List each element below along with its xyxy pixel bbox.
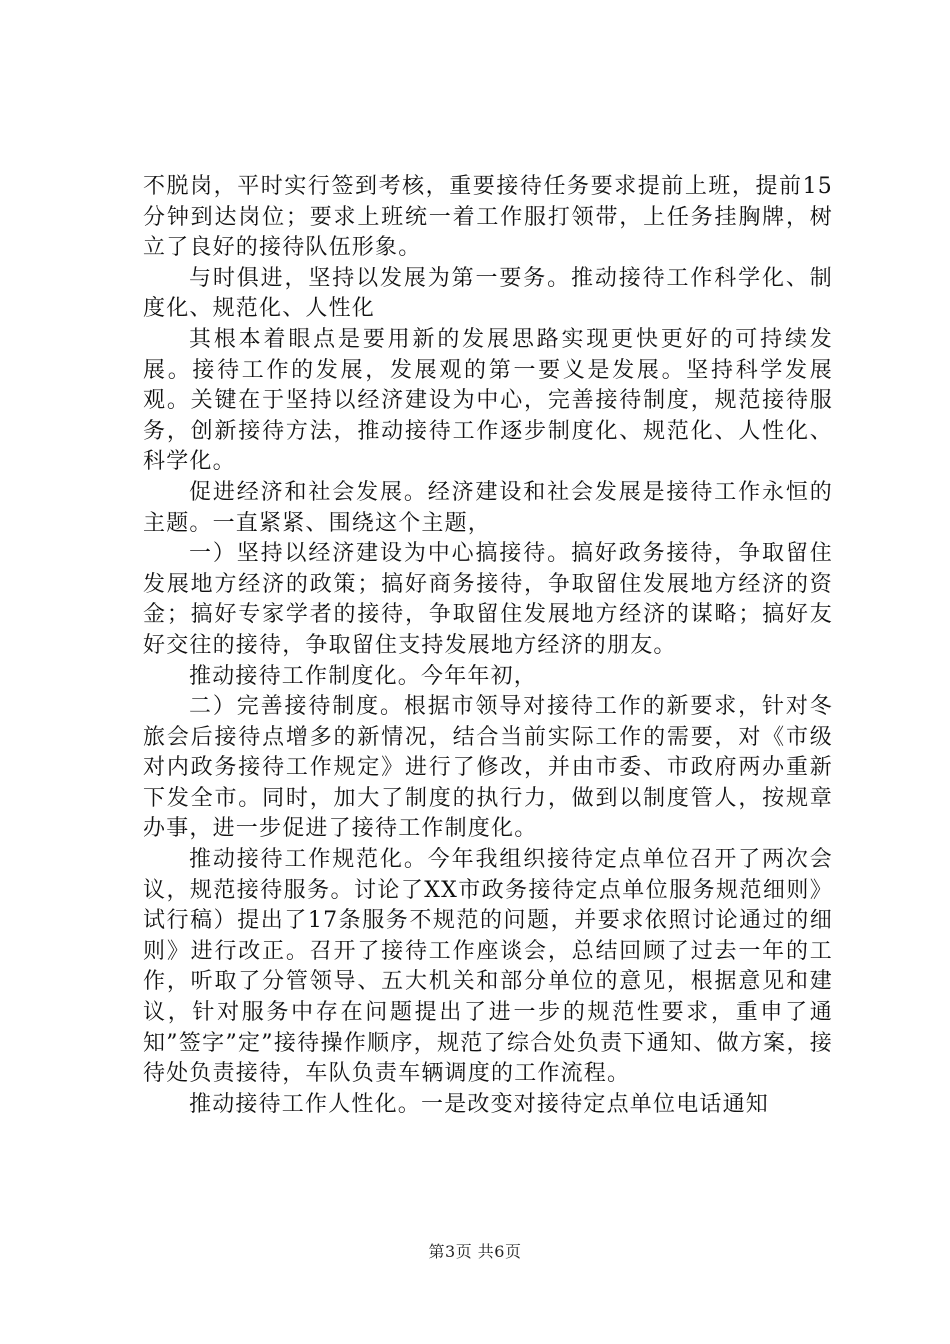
paragraph-1: 不脱岗，平时实行签到考核，重要接待任务要求提前上班，提前15分钟到达岗位；要求上班统一着工作服打领带，上任务挂胸牌，树立了良好的接待队伍形象。 [143,174,833,261]
document-body [143,172,833,1120]
paragraph-8: 推动接待工作规范化。今年我组织接待定点单位召开了两次会议，规范接待服务。讨论了XX市政务接待定点单位服务规范细则》试行稿）提出了17条服务不规范的问题，并要求依照讨论通过的细则》进行改正。召开了接待工作座谈会，总结回顾了过去一年的工作，听取了分管领导、五大机关和部分单位的意见，根据意见和建议，针对服务中存在问题提出了进一步的规范性要求，重申了通知”签字”定”接待操作顺序，规范了综合处负责下通知、做方案，接待处负责接待，车队负责车辆调度的工作流程。 [143,847,833,1087]
paragraph-5: 一）坚持以经济建设为中心搞接待。搞好政务接待，争取留住发展地方经济的政策；搞好商务接待，争取留住发展地方经济的资金；搞好专家学者的接待，争取留住发展地方经济的谋略；搞好友好交往的接待，争取留住支持发展地方经济的朋友。 [143,541,833,658]
paragraph-2: 与时俱进，坚持以发展为第一要务。推动接待工作科学化、制度化、规范化、人性化 [143,265,833,322]
paragraph-3: 其根本着眼点是要用新的发展思路实现更快更好的可持续发展。接待工作的发展，发展观的第一要义是发展。坚持科学发展观。关键在于坚持以经济建设为中心，完善接待制度，规范接待服务，创新接待方法，推动接待工作逐步制度化、规范化、人性化、科学化。 [143,326,833,475]
paragraph-9: 推动接待工作人性化。一是改变对接待定点单位电话通知 [189,1091,770,1117]
paragraph-7: 二）完善接待制度。根据市领导对接待工作的新要求，针对冬旅会后接待点增多的新情况，结合当前实际工作的需要，对《市级对内政务接待工作规定》进行了修改，并由市委、市政府两办重新下发全市。同时，加大了制度的执行力，做到以制度管人，按规章办事，进一步促进了接待工作制度化。 [143,694,833,842]
page-number-footer: 第3页 共6页 [428,1242,522,1261]
paragraph-6: 推动接待工作制度化。今年年初， [189,663,538,689]
paragraph-4: 促进经济和社会发展。经济建设和社会发展是接待工作永恒的主题。一直紧紧、围绕这个主题， [143,479,833,536]
